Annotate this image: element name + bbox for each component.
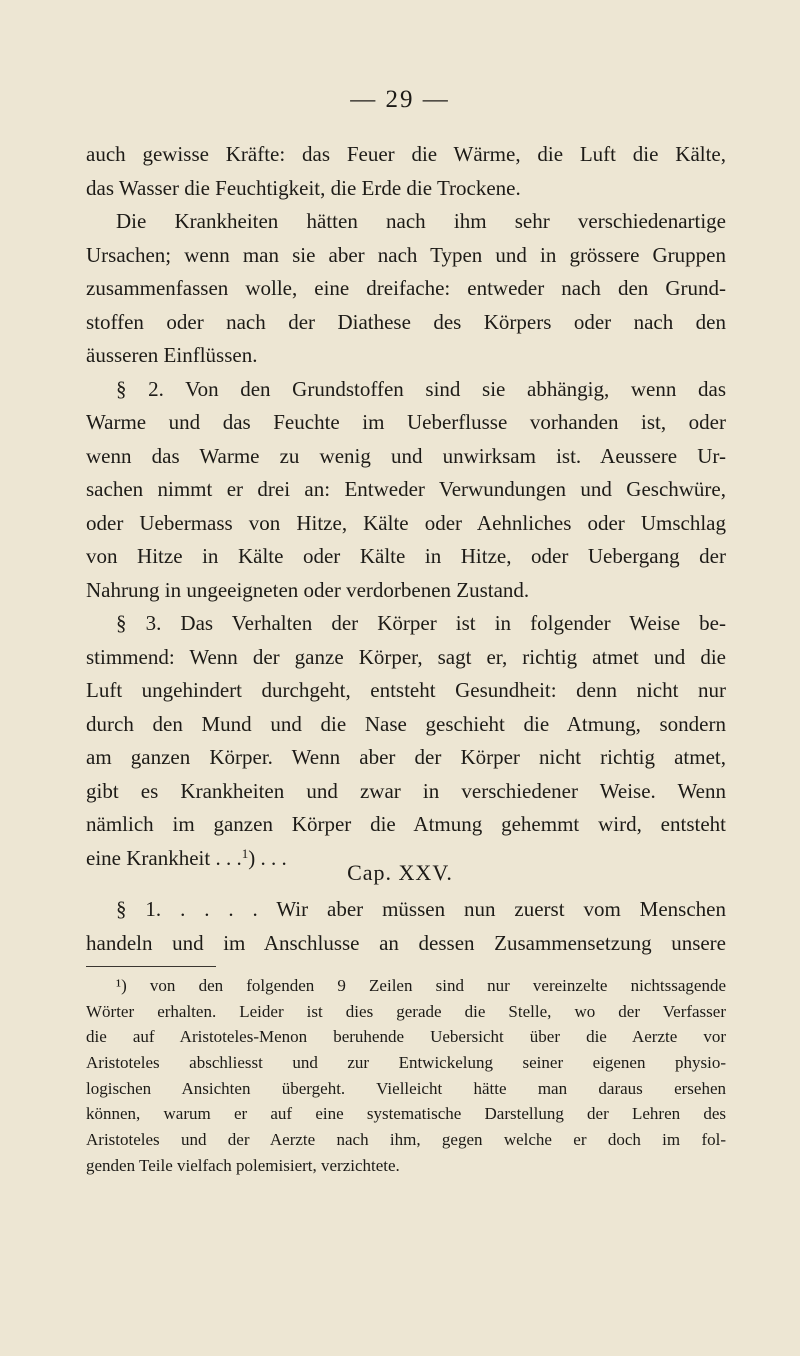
footnote-line: Aristoteles und der Aerzte nach ihm, gegen welche er doch im fol- [86,1130,726,1150]
main-text [86,138,726,875]
text-line: stoffen oder nach der Diathese des Körpers oder nach den [86,309,726,334]
chapter-text [86,893,726,960]
footnote-line: die auf Aristoteles-Menon beruhende Uebersicht über die Aerzte vor [86,1027,726,1047]
text-line: zusammenfassen wolle, eine dreifache: entweder nach den Grund- [86,276,726,300]
footnote-line: genden Teile vielfach polemisiert, verzichtete. [86,1155,400,1175]
footnote-line: logischen Ansichten übergeht. Vielleicht hätte man daraus ersehen [86,1078,726,1098]
footnote-line: können, warum er auf eine systematische Darstellung der Lehren des [86,1104,726,1124]
text-line: Luft ungehindert durchgeht, entsteht Gesundheit: denn nicht nur [86,678,726,702]
text-line: oder Uebermass von Hitze, Kälte oder Aehnliches oder Umschlag [86,510,726,535]
footnote-line: ¹) von den folgenden 9 Zeilen sind nur vereinzelte nichtssagende [116,976,726,995]
text-line: Warme und das Feuchte im Ueberflusse vorhanden ist, oder [86,410,726,434]
footnote-line: Wörter erhalten. Leider ist dies gerade die Stelle, wo der Verfasser [86,1001,726,1021]
text-line: § 2. Von den Grundstoffen sind sie abhängig, wenn das [116,376,726,401]
text-line: § 1. . . . . Wir aber müssen nun zuerst vom Menschen [116,897,726,921]
text-fragment: eine Krankheit . . . [86,845,242,870]
text-line: Die Krankheiten hätten nach ihm sehr verschiedenartige [116,209,726,233]
text-line: gibt es Krankheiten und zwar in verschiedener Weise. Wenn [86,778,726,803]
text-line: das Wasser die Feuchtigkeit, die Erde die Trockene. [86,175,521,200]
footnote-separator [86,966,216,967]
text-line: durch den Mund und die Nase geschieht die Atmung, sondern [86,711,726,736]
text-line: Nahrung in ungeeigneten oder verdorbenen Zustand. [86,577,530,602]
text-line: nämlich im ganzen Körper die Atmung gehemmt wird, entsteht [86,812,726,836]
page-number: — 29 — [350,86,450,113]
text-line: von Hitze in Kälte oder Kälte in Hitze, oder Uebergang der [86,544,726,568]
chapter-heading: Cap. XXV. [347,860,453,885]
footnote [86,973,726,1179]
footnote-line: Aristoteles abschliesst und zur Entwickelung seiner eigenen physio- [86,1053,726,1073]
text-line: wenn das Warme zu wenig und unwirksam ist. Aeussere Ur- [86,443,726,468]
text-line: Ursachen; wenn man sie aber nach Typen und in grössere Gruppen [86,242,726,267]
text-line: äusseren Einflüssen. [86,343,258,367]
text-line: sachen nimmt er drei an: Entweder Verwundungen und Geschwüre, [86,477,726,501]
text-line: auch gewisse Kräfte: das Feuer die Wärme, die Luft die Kälte, [86,142,726,166]
footnote-mark: 1 [241,845,249,861]
text-line: § 3. Das Verhalten der Körper ist in folgender Weise be- [116,611,726,635]
text-line: handeln und im Anschlusse an dessen Zusammensetzung unsere [86,930,726,955]
text-line: stimmend: Wenn der ganze Körper, sagt er, richtig atmet und die [86,644,726,669]
text-fragment: ) . . . [248,845,287,870]
text-line: am ganzen Körper. Wenn aber der Körper nicht richtig atmet, [86,745,726,769]
